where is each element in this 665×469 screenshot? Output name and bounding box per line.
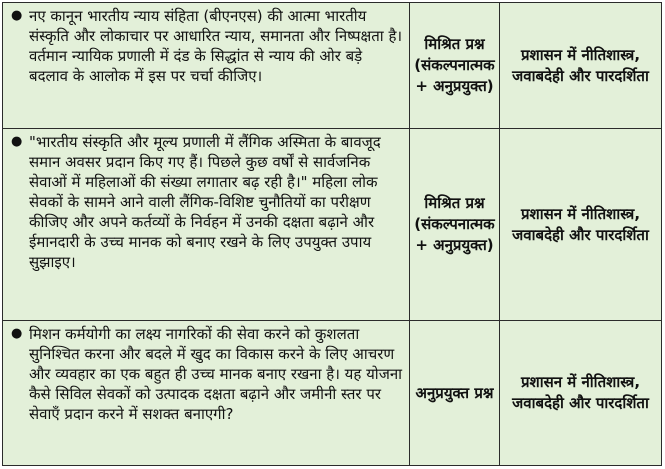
bullet-icon: ● bbox=[11, 134, 23, 149]
question-type: अनुप्रयुक्त प्रश्न bbox=[410, 321, 500, 466]
bullet-icon: ● bbox=[11, 326, 23, 341]
questions-table bbox=[2, 2, 662, 466]
table-row bbox=[3, 3, 662, 129]
subject-topic: प्रशासन में नीतिशास्त्र, जवाबदेही और पारदर्शिता bbox=[500, 321, 662, 466]
question-text: "भारतीय संस्कृति और मूल्य प्रणाली में लैंगिक अस्मिता के बावजूद समान अवसर प्रदान किए गए हैं। पिछले कुछ वर्षों से सार्वजनिक सेवाओं में महिलाओं की संख्या लगातार बढ़ रही है।" महिला लोक सेवकों के सामने आने वाली लैंगिक-विशिष्ट चुनौतियों का परीक्षण कीजिए और अपने कर्तव्यों के निर्वहन में उनकी दक्षता बढ़ाने और ईमानदारी के उच्च मानक को बनाए रखने के लिए उपयुक्त उपाय सुझाइए। bbox=[29, 133, 381, 271]
table-row bbox=[3, 321, 662, 466]
question-cell bbox=[3, 129, 410, 321]
question-cell bbox=[3, 3, 410, 129]
question-type: मिश्रित प्रश्न (संकल्पनात्मक + अनुप्रयुक्त) bbox=[410, 3, 500, 129]
table-row bbox=[3, 129, 662, 321]
question-type: मिश्रित प्रश्न (संकल्पनात्मक + अनुप्रयुक्त) bbox=[410, 129, 500, 321]
question-text: नए कानून भारतीय न्याय संहिता (बीएनएस) की आत्मा भारतीय संस्कृति और लोकाचार पर आधारित न्याय, समानता और निष्पक्षता है। वर्तमान न्यायिक प्रणाली में दंड के सिद्धांत से न्याय की ओर बड़े बदलाव के आलोक में इस पर चर्चा कीजिए। bbox=[29, 7, 403, 85]
question-text: मिशन कर्मयोगी का लक्ष्य नागरिकों की सेवा करने को कुशलता सुनिश्चित करना और बदले में खुद का विकास करने के लिए आचरण और व्यवहार का एक बहुत ही उच्च मानक बनाए रखना है। यह योजना कैसे सिविल सेवकों को उत्पादक दक्षता बढ़ाने और जमीनी स्तर पर सेवाएँ प्रदान करने में सशक्त बनाएगी? bbox=[29, 325, 403, 423]
subject-topic: प्रशासन में नीतिशास्त्र, जवाबदेही और पारदर्शिता bbox=[500, 129, 662, 321]
bullet-icon: ● bbox=[11, 8, 23, 23]
question-cell bbox=[3, 321, 410, 466]
subject-topic: प्रशासन में नीतिशास्त्र, जवाबदेही और पारदर्शिता bbox=[500, 3, 662, 129]
